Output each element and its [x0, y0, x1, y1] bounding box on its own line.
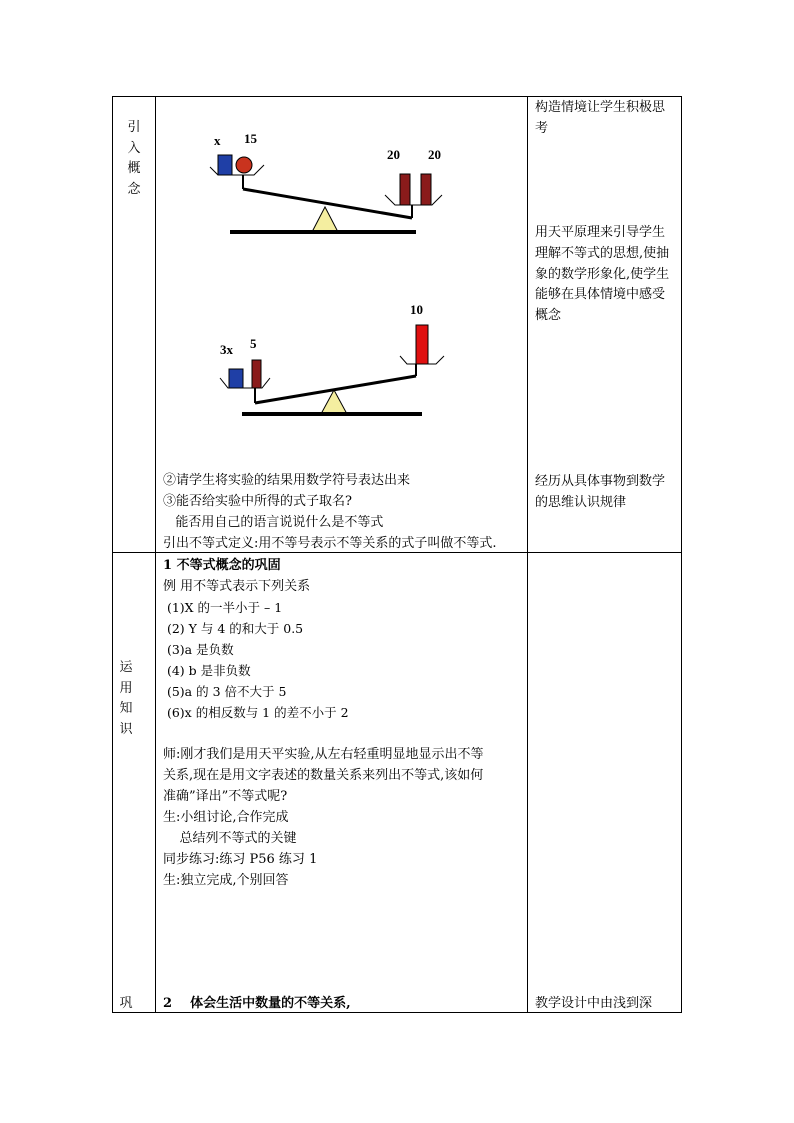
table-border-top — [112, 96, 682, 97]
note-1: 构造情境让学生积极思考 — [535, 100, 666, 136]
practice-line: 同步练习:练习 P56 练习 1 — [163, 852, 318, 867]
table-border-right — [681, 96, 682, 1013]
weight-label-5: 5 — [250, 336, 257, 351]
weight-label-20b: 20 — [428, 147, 441, 162]
balance-scale-figure-2 — [210, 300, 470, 425]
example-item-5: (5)a 的 3 倍不大于 5 — [163, 684, 287, 699]
student-line-1: 生:小组讨论,合作完成 — [163, 810, 289, 825]
weight-bar-bright-red — [416, 325, 428, 364]
table-border-left — [112, 96, 113, 1013]
example-item-1: (1)X 的一半小于 – 1 — [163, 600, 283, 615]
column-divider — [155, 96, 156, 1013]
right-pan — [385, 195, 442, 205]
intro-line-4: 引出不等式定义:用不等号表示不等关系的式子叫做不等式. — [163, 536, 497, 551]
column-divider — [527, 96, 528, 1013]
weight-bar-red — [252, 360, 261, 388]
fulcrum — [321, 390, 347, 414]
student-line-2: 总结列不等式的关键 — [163, 831, 297, 846]
note-3: 经历从具体事物到数学的思维认识规律 — [535, 474, 666, 510]
weight-label-3x: 3x — [220, 342, 233, 357]
weight-label-10: 10 — [410, 302, 423, 317]
intro-line-2: ③能否给实验中所得的式子取名? — [163, 494, 352, 509]
example-line: 例 用不等式表示下列关系 — [163, 579, 311, 594]
teacher-line-2: 关系,现在是用文字表述的数量关系来列出不等式,该如何 — [163, 768, 484, 783]
example-item-6: (6)x 的相反数与 1 的差不小于 2 — [163, 705, 349, 720]
section3-note: 教学设计中由浅到深 — [535, 996, 653, 1011]
intro-line-1: ②请学生将实验的结果用数学符号表达出来 — [163, 473, 411, 488]
weight-block-blue — [229, 369, 243, 388]
fulcrum — [312, 207, 338, 232]
scale-base — [230, 230, 416, 234]
section-label-intro: 引入概念 — [127, 120, 141, 197]
left-pan — [220, 378, 270, 388]
section-label-consolidate: 巩 — [119, 996, 133, 1011]
balance-scale-figure-1 — [200, 125, 460, 245]
section-label-apply: 运用知识 — [119, 660, 133, 737]
teacher-line-3: 准确”译出”不等式呢? — [163, 789, 288, 804]
scale-base — [242, 412, 422, 416]
note-2: 用天平原理来引导学生理解不等式的思想,使抽象的数学形象化,使学生能够在具体情境中感受概念 — [535, 225, 670, 324]
weight-label-20a: 20 — [387, 147, 400, 162]
section3-heading: 2 体会生活中数量的不等关系, — [163, 996, 351, 1011]
weight-block-blue — [218, 155, 232, 175]
weight-ball-red — [236, 157, 252, 173]
example-item-4: (4) b 是非负数 — [163, 663, 251, 678]
section2-heading: 1 不等式概念的巩固 — [163, 558, 281, 573]
example-item-3: (3)a 是负数 — [163, 642, 234, 657]
weight-label-15: 15 — [244, 131, 257, 146]
weight-bar-red — [400, 174, 410, 205]
teacher-line-1: 师:刚才我们是用天平实验,从左右轻重明显地显示出不等 — [163, 747, 484, 762]
example-item-2: (2) Y 与 4 的和大于 0.5 — [163, 621, 304, 636]
student-line-3: 生:独立完成,个别回答 — [163, 873, 289, 888]
weight-label-x: x — [214, 133, 221, 148]
intro-line-3: 能否用自己的语言说说什么是不等式 — [163, 515, 384, 530]
weight-bar-red — [421, 174, 431, 205]
